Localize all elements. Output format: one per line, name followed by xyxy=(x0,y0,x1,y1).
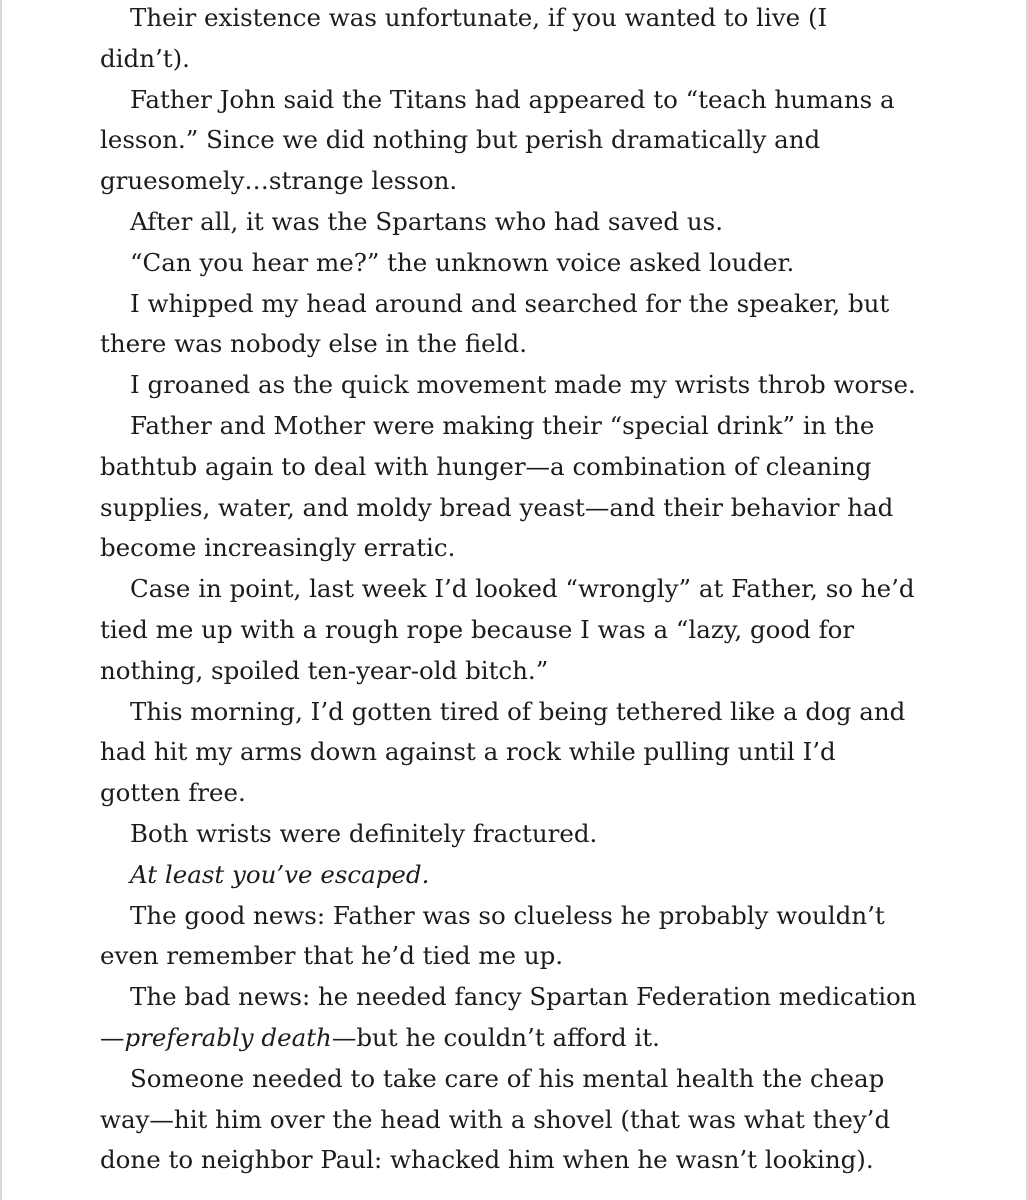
text-span: “Can you hear me?” the unknown voice asked louder. xyxy=(130,247,795,277)
text-span: I whipped my head around and searched for the speaker, but xyxy=(130,288,890,318)
text-line xyxy=(100,1100,960,1141)
text-line xyxy=(100,406,960,447)
text-span: The bad news: he needed fancy Spartan Federation medication xyxy=(130,982,917,1012)
text-span: Father and Mother were making their “special drink” in the xyxy=(130,410,875,440)
page-left-border xyxy=(0,0,2,1200)
text-span: — xyxy=(100,1022,125,1052)
text-span: bathtub again to deal with hunger—a combination of cleaning xyxy=(100,451,872,481)
body-text xyxy=(100,0,960,1181)
text-line xyxy=(100,447,960,488)
text-span: there was nobody else in the field. xyxy=(100,329,527,359)
text-span: Someone needed to take care of his mental health the cheap xyxy=(130,1063,885,1093)
text-line xyxy=(100,120,960,161)
text-span: done to neighbor Paul: whacked him when he wasn’t looking). xyxy=(100,1145,874,1175)
text-span: even remember that he’d tied me up. xyxy=(100,941,564,971)
text-line xyxy=(100,1018,960,1059)
text-span: The good news: Father was so clueless he probably wouldn’t xyxy=(130,900,885,930)
italic-text-span: At least you’ve escaped. xyxy=(130,859,430,889)
text-line xyxy=(100,814,960,855)
text-span: supplies, water, and moldy bread yeast—and their behavior had xyxy=(100,492,894,522)
text-line xyxy=(100,284,960,325)
text-span: had hit my arms down against a rock while pulling until I’d xyxy=(100,737,836,767)
text-span: gruesomely…strange lesson. xyxy=(100,166,458,196)
text-span: Father John said the Titans had appeared to “teach humans a xyxy=(130,84,895,114)
text-line xyxy=(100,610,960,651)
text-line xyxy=(100,1059,960,1100)
text-line xyxy=(100,0,960,39)
text-span: After all, it was the Spartans who had saved us. xyxy=(130,206,724,236)
italic-text-span: preferably death xyxy=(124,1022,332,1052)
text-span: This morning, I’d gotten tired of being tethered like a dog and xyxy=(130,696,906,726)
text-span: tied me up with a rough rope because I was a “lazy, good for xyxy=(100,614,855,644)
text-line xyxy=(100,243,960,284)
text-line xyxy=(100,773,960,814)
text-line xyxy=(100,80,960,121)
text-line xyxy=(100,896,960,937)
text-line xyxy=(100,651,960,692)
text-span: Both wrists were definitely fractured. xyxy=(130,818,598,848)
text-line xyxy=(100,365,960,406)
text-line xyxy=(100,569,960,610)
text-line xyxy=(100,977,960,1018)
text-line xyxy=(100,39,960,80)
text-span: gotten free. xyxy=(100,778,246,808)
text-line xyxy=(100,528,960,569)
text-span: didn’t). xyxy=(100,43,190,73)
text-span: way—hit him over the head with a shovel (that was what they’d xyxy=(100,1104,891,1134)
text-line xyxy=(100,855,960,896)
text-span: lesson.” Since we did nothing but perish dramatically and xyxy=(100,125,821,155)
text-line xyxy=(100,488,960,529)
text-span: —but he couldn’t afford it. xyxy=(331,1022,660,1052)
text-span: Their existence was unfortunate, if you wanted to live (I xyxy=(130,3,828,32)
text-line xyxy=(100,936,960,977)
text-span: become increasingly erratic. xyxy=(100,533,456,563)
text-line xyxy=(100,324,960,365)
text-line xyxy=(100,692,960,733)
text-line xyxy=(100,161,960,202)
text-span: Case in point, last week I’d looked “wrongly” at Father, so he’d xyxy=(130,574,915,604)
text-span: nothing, spoiled ten-year-old bitch.” xyxy=(100,655,549,685)
text-line xyxy=(100,202,960,243)
text-line xyxy=(100,1140,960,1181)
text-line xyxy=(100,732,960,773)
text-span: I groaned as the quick movement made my wrists throb worse. xyxy=(130,370,916,400)
